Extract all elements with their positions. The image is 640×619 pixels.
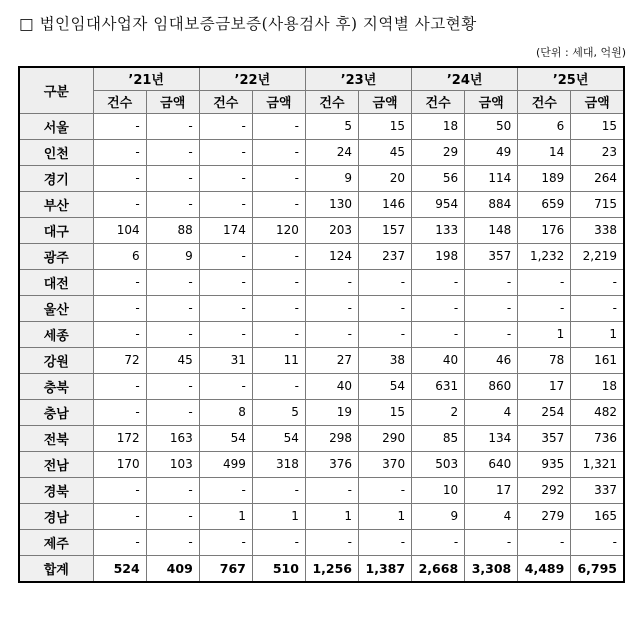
data-cell: 130: [305, 191, 358, 217]
data-cell: 370: [359, 451, 412, 477]
data-cell: 2: [412, 399, 465, 425]
data-cell: 14: [518, 139, 571, 165]
unit-note: (단위 : 세대, 억원): [535, 46, 626, 59]
data-cell: -: [359, 529, 412, 555]
data-cell: -: [146, 399, 199, 425]
data-cell: -: [199, 139, 252, 165]
region-label: 경남: [19, 503, 93, 529]
data-cell: 337: [571, 477, 624, 503]
data-cell: 161: [571, 347, 624, 373]
region-label: 제주: [19, 529, 93, 555]
data-cell: 40: [305, 373, 358, 399]
data-cell: -: [359, 321, 412, 347]
data-cell: 503: [412, 451, 465, 477]
count-header: 건수: [518, 90, 571, 113]
table-header: [19, 67, 624, 113]
data-cell: -: [305, 477, 358, 503]
data-cell: 148: [465, 217, 518, 243]
table-row: [19, 477, 624, 503]
data-cell: -: [465, 295, 518, 321]
year-header: ’22년: [199, 67, 305, 90]
table-row: [19, 347, 624, 373]
data-cell: 1: [252, 503, 305, 529]
data-cell: 357: [465, 243, 518, 269]
data-cell: 954: [412, 191, 465, 217]
data-cell: 318: [252, 451, 305, 477]
data-cell: -: [252, 477, 305, 503]
data-cell: 203: [305, 217, 358, 243]
data-cell: -: [412, 295, 465, 321]
table-row: [19, 269, 624, 295]
data-cell: -: [199, 113, 252, 139]
data-cell: 56: [412, 165, 465, 191]
data-cell: -: [199, 295, 252, 321]
data-cell: 5: [252, 399, 305, 425]
region-label: 충북: [19, 373, 93, 399]
data-cell: -: [252, 113, 305, 139]
data-cell: 8: [199, 399, 252, 425]
total-cell: 510: [252, 555, 305, 582]
data-cell: -: [146, 165, 199, 191]
amount-header: 금액: [359, 90, 412, 113]
data-cell: 736: [571, 425, 624, 451]
table-row: [19, 321, 624, 347]
data-cell: 1,321: [571, 451, 624, 477]
data-cell: 482: [571, 399, 624, 425]
data-cell: 157: [359, 217, 412, 243]
data-cell: -: [93, 373, 146, 399]
data-cell: 124: [305, 243, 358, 269]
data-cell: -: [146, 113, 199, 139]
data-cell: -: [146, 295, 199, 321]
total-cell: 1,387: [359, 555, 412, 582]
header-row-measures: [19, 90, 624, 113]
year-header: ’23년: [305, 67, 411, 90]
data-cell: -: [93, 269, 146, 295]
data-cell: -: [412, 321, 465, 347]
data-cell: 72: [93, 347, 146, 373]
data-cell: -: [199, 191, 252, 217]
data-cell: -: [571, 529, 624, 555]
data-cell: -: [252, 321, 305, 347]
data-cell: 134: [465, 425, 518, 451]
region-label: 전남: [19, 451, 93, 477]
data-cell: 49: [465, 139, 518, 165]
data-cell: 376: [305, 451, 358, 477]
total-cell: 4,489: [518, 555, 571, 582]
data-cell: -: [93, 503, 146, 529]
table-body: [19, 113, 624, 582]
region-label: 광주: [19, 243, 93, 269]
total-cell: 6,795: [571, 555, 624, 582]
data-cell: 298: [305, 425, 358, 451]
data-cell: -: [305, 295, 358, 321]
region-label: 인천: [19, 139, 93, 165]
data-cell: -: [199, 529, 252, 555]
data-cell: 15: [359, 399, 412, 425]
data-cell: 15: [571, 113, 624, 139]
table-row: [19, 451, 624, 477]
data-cell: 172: [93, 425, 146, 451]
data-cell: 27: [305, 347, 358, 373]
corner-header: 구분: [19, 67, 93, 113]
region-label: 세종: [19, 321, 93, 347]
data-cell: -: [518, 529, 571, 555]
table-row: [19, 217, 624, 243]
data-cell: 29: [412, 139, 465, 165]
data-cell: 1,232: [518, 243, 571, 269]
data-cell: -: [199, 165, 252, 191]
data-cell: 659: [518, 191, 571, 217]
data-cell: 9: [412, 503, 465, 529]
data-cell: -: [252, 139, 305, 165]
data-cell: 640: [465, 451, 518, 477]
table-row: [19, 503, 624, 529]
data-cell: 9: [146, 243, 199, 269]
data-cell: -: [465, 269, 518, 295]
region-label: 대구: [19, 217, 93, 243]
data-cell: 19: [305, 399, 358, 425]
data-cell: 165: [571, 503, 624, 529]
region-label: 경기: [19, 165, 93, 191]
data-cell: -: [93, 529, 146, 555]
total-cell: 1,256: [305, 555, 358, 582]
data-cell: 9: [305, 165, 358, 191]
data-cell: 631: [412, 373, 465, 399]
region-accident-table: [18, 66, 625, 583]
data-cell: 24: [305, 139, 358, 165]
data-cell: 45: [359, 139, 412, 165]
data-cell: -: [199, 243, 252, 269]
data-cell: -: [93, 139, 146, 165]
data-cell: 15: [359, 113, 412, 139]
data-cell: 11: [252, 347, 305, 373]
table-row: [19, 243, 624, 269]
data-cell: 357: [518, 425, 571, 451]
data-cell: -: [93, 477, 146, 503]
year-header: ’21년: [93, 67, 199, 90]
data-cell: 46: [465, 347, 518, 373]
data-cell: -: [146, 373, 199, 399]
data-cell: -: [305, 269, 358, 295]
data-cell: 120: [252, 217, 305, 243]
total-cell: 409: [146, 555, 199, 582]
data-cell: -: [93, 165, 146, 191]
data-cell: 264: [571, 165, 624, 191]
data-cell: 10: [412, 477, 465, 503]
data-cell: 18: [571, 373, 624, 399]
data-cell: 338: [571, 217, 624, 243]
total-cell: 2,668: [412, 555, 465, 582]
data-cell: -: [518, 269, 571, 295]
data-cell: -: [305, 321, 358, 347]
year-header: ’25년: [518, 67, 624, 90]
data-cell: -: [252, 295, 305, 321]
table-row: [19, 165, 624, 191]
table-row: [19, 139, 624, 165]
total-row: [19, 555, 624, 582]
data-cell: -: [93, 399, 146, 425]
data-cell: 198: [412, 243, 465, 269]
data-cell: 4: [465, 399, 518, 425]
data-cell: -: [252, 243, 305, 269]
data-cell: 85: [412, 425, 465, 451]
year-header: ’24년: [412, 67, 518, 90]
data-cell: -: [199, 321, 252, 347]
data-cell: 133: [412, 217, 465, 243]
count-header: 건수: [412, 90, 465, 113]
data-cell: -: [199, 269, 252, 295]
data-cell: 23: [571, 139, 624, 165]
data-cell: -: [93, 321, 146, 347]
data-cell: -: [146, 269, 199, 295]
data-cell: 163: [146, 425, 199, 451]
data-cell: -: [359, 477, 412, 503]
count-header: 건수: [199, 90, 252, 113]
data-cell: 5: [305, 113, 358, 139]
data-cell: -: [93, 295, 146, 321]
data-cell: 38: [359, 347, 412, 373]
data-cell: -: [252, 373, 305, 399]
page-title: □ 법인임대사업자 임대보증금보증(사용검사 후) 지역별 사고현황: [19, 15, 477, 33]
data-cell: -: [93, 191, 146, 217]
region-label: 대전: [19, 269, 93, 295]
data-cell: -: [146, 321, 199, 347]
data-cell: 103: [146, 451, 199, 477]
data-cell: -: [252, 165, 305, 191]
count-header: 건수: [305, 90, 358, 113]
data-cell: 170: [93, 451, 146, 477]
region-label: 서울: [19, 113, 93, 139]
data-cell: 176: [518, 217, 571, 243]
data-cell: 715: [571, 191, 624, 217]
amount-header: 금액: [571, 90, 624, 113]
data-cell: 104: [93, 217, 146, 243]
region-label: 부산: [19, 191, 93, 217]
data-cell: -: [146, 477, 199, 503]
total-label: 합계: [19, 555, 93, 582]
data-cell: -: [252, 191, 305, 217]
data-cell: 114: [465, 165, 518, 191]
data-cell: 17: [518, 373, 571, 399]
data-cell: 935: [518, 451, 571, 477]
data-cell: 254: [518, 399, 571, 425]
count-header: 건수: [93, 90, 146, 113]
data-cell: -: [465, 321, 518, 347]
data-cell: 292: [518, 477, 571, 503]
data-cell: 54: [359, 373, 412, 399]
data-cell: 45: [146, 347, 199, 373]
amount-header: 금액: [146, 90, 199, 113]
data-cell: 1: [518, 321, 571, 347]
region-label: 충남: [19, 399, 93, 425]
data-cell: 17: [465, 477, 518, 503]
data-cell: -: [252, 269, 305, 295]
table-row: [19, 191, 624, 217]
data-cell: 78: [518, 347, 571, 373]
data-cell: 18: [412, 113, 465, 139]
data-cell: 6: [518, 113, 571, 139]
data-cell: -: [412, 529, 465, 555]
region-label: 경북: [19, 477, 93, 503]
data-cell: -: [146, 503, 199, 529]
header-row-years: [19, 67, 624, 90]
data-cell: 31: [199, 347, 252, 373]
data-cell: 860: [465, 373, 518, 399]
data-cell: 4: [465, 503, 518, 529]
data-cell: 20: [359, 165, 412, 191]
total-cell: 3,308: [465, 555, 518, 582]
table-row: [19, 399, 624, 425]
data-cell: 884: [465, 191, 518, 217]
data-cell: -: [571, 269, 624, 295]
data-cell: 237: [359, 243, 412, 269]
data-cell: -: [412, 269, 465, 295]
table-row: [19, 529, 624, 555]
data-cell: -: [93, 113, 146, 139]
data-cell: 290: [359, 425, 412, 451]
data-cell: 146: [359, 191, 412, 217]
data-cell: 50: [465, 113, 518, 139]
data-cell: -: [571, 295, 624, 321]
data-cell: -: [252, 529, 305, 555]
table-row: [19, 113, 624, 139]
data-cell: -: [146, 529, 199, 555]
table-row: [19, 295, 624, 321]
data-cell: 189: [518, 165, 571, 191]
data-cell: 54: [252, 425, 305, 451]
amount-header: 금액: [465, 90, 518, 113]
data-cell: 1: [571, 321, 624, 347]
region-label: 강원: [19, 347, 93, 373]
data-cell: 1: [199, 503, 252, 529]
data-cell: -: [359, 295, 412, 321]
table-row: [19, 425, 624, 451]
data-cell: 1: [359, 503, 412, 529]
total-cell: 524: [93, 555, 146, 582]
data-cell: -: [199, 477, 252, 503]
data-cell: -: [305, 529, 358, 555]
data-cell: 88: [146, 217, 199, 243]
region-label: 전북: [19, 425, 93, 451]
table-row: [19, 373, 624, 399]
data-cell: -: [359, 269, 412, 295]
data-cell: -: [518, 295, 571, 321]
data-cell: -: [465, 529, 518, 555]
data-cell: 1: [305, 503, 358, 529]
data-cell: 2,219: [571, 243, 624, 269]
data-cell: -: [146, 139, 199, 165]
data-cell: 499: [199, 451, 252, 477]
total-cell: 767: [199, 555, 252, 582]
data-cell: 174: [199, 217, 252, 243]
amount-header: 금액: [252, 90, 305, 113]
data-cell: -: [199, 373, 252, 399]
data-cell: -: [146, 191, 199, 217]
data-cell: 40: [412, 347, 465, 373]
region-label: 울산: [19, 295, 93, 321]
data-cell: 279: [518, 503, 571, 529]
data-cell: 6: [93, 243, 146, 269]
data-cell: 54: [199, 425, 252, 451]
